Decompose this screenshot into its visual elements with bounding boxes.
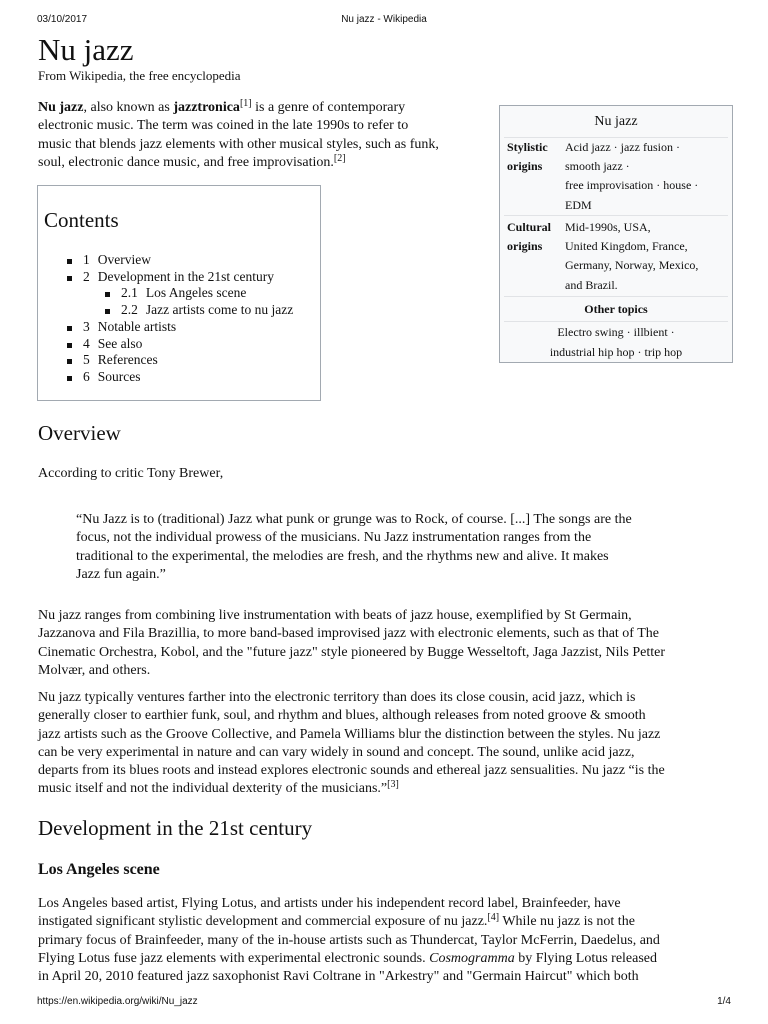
print-title: Nu jazz - Wikipedia — [341, 14, 427, 25]
toc-item-references[interactable]: 5 References — [67, 352, 293, 369]
page-title: Nu jazz — [38, 32, 134, 67]
infobox-link-line[interactable]: industrial hip hop · trip hop — [549, 345, 683, 359]
infobox-title: Nu jazz — [594, 114, 638, 129]
ref-link[interactable]: [3] — [387, 779, 399, 791]
blockquote: “Nu Jazz is to (traditional) Jazz what punk or grunge was to Rock, of course. [...] The songs are the focus, not the individual prowess of the musicians. Nu Jazz instrumentation ranges from the traditional to the experimental, the melodies are fresh, and the rhythms new and alive. It makes Jazz fun again.” — [76, 512, 632, 582]
overview-lead: According to critic Tony Brewer, — [38, 466, 224, 481]
intro-term: Nu jazz — [38, 100, 84, 115]
overview-paragraph-1: Nu jazz ranges from combining live instrumentation with beats of jazz house, exemplified by St Germain, Jazzanova and Fila Brazillia, to more band-based improvised jazz with electronic elements, such as that of The Cinematic Orchestra, Kobol, and the "future jazz" style pioneered by Bugge Wesseltoft, Jaga Jazzist, Nils Petter Molvær, and others. — [38, 608, 666, 678]
page-subtitle: From Wikipedia, the free encyclopedia — [38, 68, 241, 83]
toc-item-jazz-artists[interactable]: 2.2 Jazz artists come to nu jazz — [67, 302, 293, 319]
subsection-heading-los-angeles: Los Angeles scene — [38, 861, 160, 878]
toc-list — [67, 252, 293, 386]
print-date: 03/10/2017 — [37, 14, 88, 25]
print-url: https://en.wikipedia.org/wiki/Nu_jazz — [37, 996, 198, 1007]
toc-item-notable-artists[interactable]: 3 Notable artists — [67, 319, 293, 336]
toc-item-sources[interactable]: 6 Sources — [67, 369, 293, 386]
ref-link[interactable]: [1] — [239, 98, 252, 109]
intro-paragraph: Nu jazz, also known as jazztronica[1] is a genre of contemporary electronic music. The term was coined in the late 1990s to refer to music that blends jazz elements with other musical styles, such as funk, soul, electronic dance music, and free improvisation.[2] — [38, 98, 439, 170]
infobox-other-topics: Other topics — [584, 302, 648, 316]
infobox-value-cultural: Mid-1990s, USA, United Kingdom, France, Germany, Norway, Mexico, and Brazil. — [565, 220, 699, 292]
los-angeles-paragraph: Los Angeles based artist, Flying Lotus, and artists under his independent record label, Brainfeeder, have instigated significant stylistic development and commercial exposure of nu jazz.[4] While nu jazz is not the primary focus of Brainfeeder, many of the in-house artists such as Thundercat, Taylor McFerrin, Daedelus, and Flying Lotus fuse jazz elements with experimental electronic sounds. Cosmogramma by Flying Lotus released in April 20, 2010 featured jazz saxophonist Ravi Coltrane in "Arkestry" and "Germain Haircut" which both — [38, 896, 660, 985]
toc-title: Contents — [44, 208, 119, 232]
overview-paragraph-2: Nu jazz typically ventures farther into the electronic territory than does its close cousin, acid jazz, which is generally closer to earthier funk, soul, and rhythm and blues, although releases from noted groove & smooth jazz artists such as the Groove Collective, and Pamela Williams blur the distinction between the styles. Nu jazz can be very experimental in nature and can vary widely in sound and concept. The sound, unlike acid jazz, departs from its blues roots and instead explores electronic sounds and ethereal jazz sensualities. Nu jazz “is the music itself and not the individual dexterity of the musicians.”[3] — [38, 690, 665, 797]
infobox-divider — [504, 296, 728, 297]
toc-item-overview[interactable]: 1 Overview — [67, 252, 293, 269]
infobox-label-stylistic: Stylistic origins — [507, 140, 548, 173]
ref-link[interactable]: [2] — [333, 152, 346, 164]
ref-link[interactable]: [4] — [487, 912, 500, 924]
infobox-link-line[interactable]: free improvisation · house · — [565, 178, 699, 193]
toc-item-development[interactable]: 2 Development in the 21st century — [67, 269, 293, 286]
infobox-other-links — [500, 322, 732, 362]
print-page-number: 1/4 — [717, 996, 731, 1007]
intro-alias: jazztronica — [173, 100, 240, 115]
infobox-link-line[interactable]: Electro swing · illbient · — [557, 325, 675, 339]
section-heading-development: Development in the 21st century — [38, 816, 313, 840]
section-heading-overview: Overview — [38, 421, 121, 445]
infobox-link-line[interactable]: EDM — [565, 197, 592, 212]
infobox-link-line[interactable]: Acid jazz · jazz fusion · — [565, 140, 680, 154]
table-of-contents — [37, 185, 321, 401]
infobox — [499, 105, 733, 363]
infobox-divider — [504, 215, 728, 216]
infobox-label-cultural: Cultural origins — [507, 220, 552, 253]
infobox-value-stylistic — [565, 138, 731, 215]
infobox-link-line[interactable]: smooth jazz · — [565, 159, 630, 174]
toc-item-see-also[interactable]: 4 See also — [67, 336, 293, 353]
toc-item-los-angeles-scene[interactable]: 2.1 Los Angeles scene — [67, 285, 293, 302]
